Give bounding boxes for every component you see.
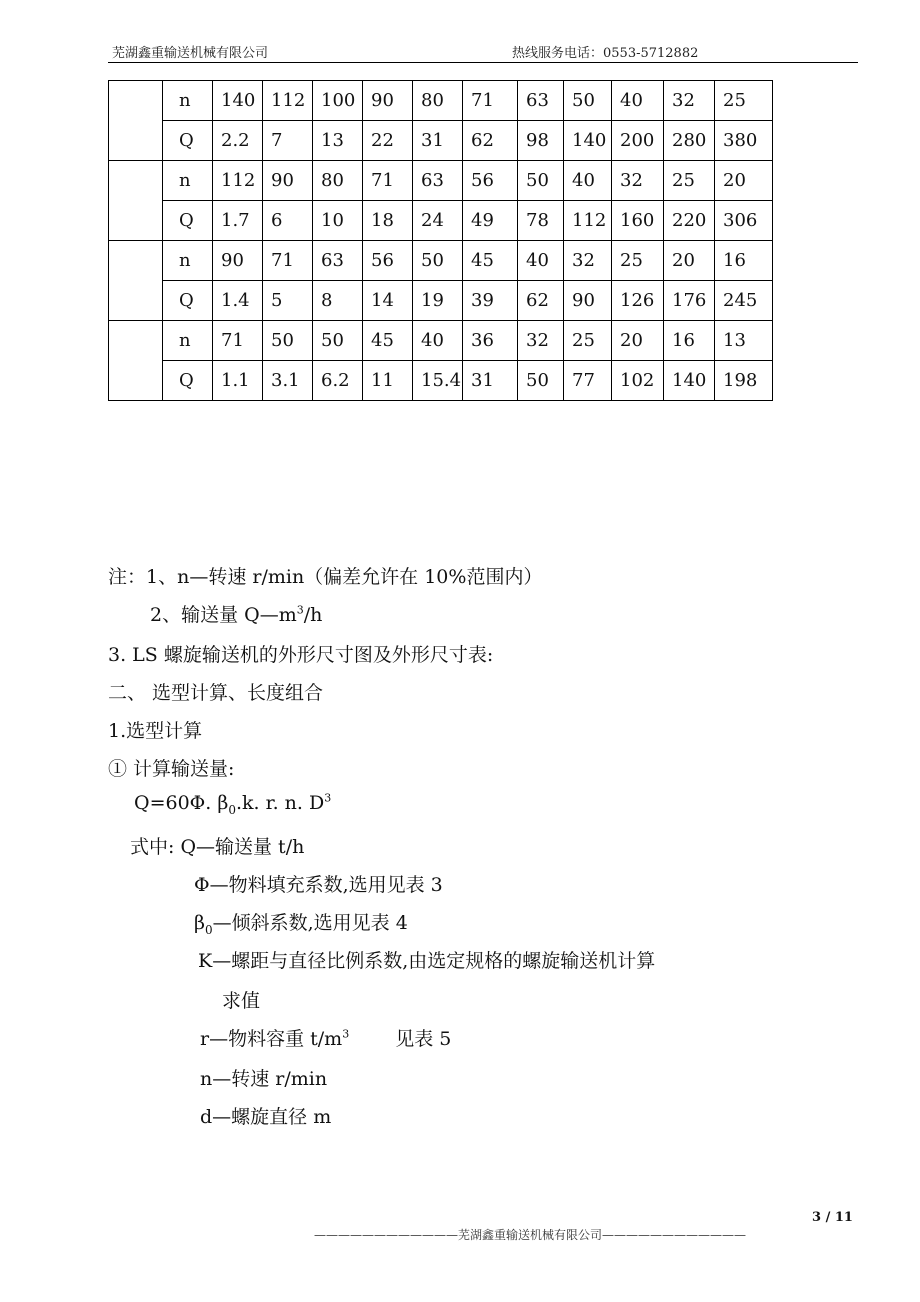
- table-cell: 16: [664, 321, 715, 361]
- table-cell: 18: [363, 201, 413, 241]
- table-cell: 200: [612, 121, 664, 161]
- subsection-1-heading: 1.选型计算: [108, 720, 203, 742]
- table-cell: 50: [313, 321, 363, 361]
- table-cell: 71: [363, 161, 413, 201]
- table-cell: 198: [715, 361, 773, 401]
- table-row: [109, 361, 773, 401]
- table-cell: 20: [715, 161, 773, 201]
- table-cell: 112: [564, 201, 612, 241]
- table-row: [109, 121, 773, 161]
- table-cell: 280: [664, 121, 715, 161]
- table-cell: 40: [413, 321, 463, 361]
- table-cell: 25: [715, 81, 773, 121]
- table-cell: 50: [564, 81, 612, 121]
- table-cell: 45: [363, 321, 413, 361]
- table-cell: 13: [313, 121, 363, 161]
- calc-heading: ① 计算输送量:: [108, 758, 235, 780]
- table-row: [109, 281, 773, 321]
- table-cell: 306: [715, 201, 773, 241]
- row-label: Q: [163, 121, 213, 161]
- header-divider: [108, 62, 858, 63]
- table-cell: 90: [363, 81, 413, 121]
- table-cell: 50: [263, 321, 313, 361]
- speed-capacity-table: [108, 80, 773, 401]
- table-cell: 39: [463, 281, 518, 321]
- table-cell: 40: [564, 161, 612, 201]
- row-label: Q: [163, 361, 213, 401]
- table-cell: 49: [463, 201, 518, 241]
- row-label: n: [163, 81, 213, 121]
- row-label: n: [163, 161, 213, 201]
- table-cell: 1.1: [213, 361, 263, 401]
- table-cell: 25: [612, 241, 664, 281]
- n-line: n—转速 r/min: [200, 1068, 328, 1090]
- table-cell: 24: [413, 201, 463, 241]
- table-cell: 32: [612, 161, 664, 201]
- table-cell: 56: [463, 161, 518, 201]
- table-cell: 5: [263, 281, 313, 321]
- where-line: 式中: Q—输送量 t/h: [130, 836, 305, 858]
- group-label-cell: [109, 321, 163, 401]
- formula: Q=60Φ. $\beta_0.k$. r. n. $D^3$: [134, 791, 332, 817]
- table-cell: 31: [463, 361, 518, 401]
- table-cell: 90: [263, 161, 313, 201]
- table-cell: 32: [564, 241, 612, 281]
- row-label: n: [163, 241, 213, 281]
- table-cell: 19: [413, 281, 463, 321]
- k-line-2: 求值: [222, 990, 261, 1012]
- table-cell: 112: [213, 161, 263, 201]
- group-label-cell: [109, 81, 163, 161]
- table-cell: 62: [518, 281, 564, 321]
- table-cell: 71: [263, 241, 313, 281]
- table-cell: 11: [363, 361, 413, 401]
- table-cell: 14: [363, 281, 413, 321]
- table-cell: 6.2: [313, 361, 363, 401]
- table-cell: 50: [518, 161, 564, 201]
- table-cell: 56: [363, 241, 413, 281]
- table-cell: 140: [213, 81, 263, 121]
- table-cell: 380: [715, 121, 773, 161]
- table-cell: 1.4: [213, 281, 263, 321]
- table-cell: 100: [313, 81, 363, 121]
- section-2-heading: 二、 选型计算、长度组合: [108, 682, 324, 704]
- table-cell: 63: [518, 81, 564, 121]
- table-cell: 62: [463, 121, 518, 161]
- table-cell: 16: [715, 241, 773, 281]
- table-cell: 63: [413, 161, 463, 201]
- table-cell: 80: [413, 81, 463, 121]
- table-cell: 32: [518, 321, 564, 361]
- section-3-heading: 3. LS 螺旋输送机的外形尺寸图及外形尺寸表:: [108, 644, 494, 666]
- header-hotline: 热线服务电话：0553-5712882: [512, 46, 699, 61]
- group-label-cell: [109, 161, 163, 241]
- table-cell: 245: [715, 281, 773, 321]
- table-cell: 45: [463, 241, 518, 281]
- table-row: [109, 241, 773, 281]
- table-cell: 32: [664, 81, 715, 121]
- group-label-cell: [109, 241, 163, 321]
- table-cell: 40: [612, 81, 664, 121]
- table-row: [109, 161, 773, 201]
- table-cell: 36: [463, 321, 518, 361]
- d-line: d—螺旋直径 m: [200, 1106, 332, 1128]
- row-label: n: [163, 321, 213, 361]
- phi-line: Φ—物料填充系数,选用见表 3: [194, 874, 443, 896]
- table-cell: 15.4: [413, 361, 463, 401]
- table-cell: 140: [564, 121, 612, 161]
- beta-line: $\beta_0—$倾斜系数,选用见表 4: [194, 912, 408, 937]
- table-cell: 71: [213, 321, 263, 361]
- r-line: r—物料容重 $t/m^3$ 见表 5: [200, 1027, 452, 1050]
- footer-company: ————————————芜湖鑫重输送机械有限公司————————————: [314, 1228, 747, 1242]
- table-cell: 63: [313, 241, 363, 281]
- table-cell: 6: [263, 201, 313, 241]
- table-cell: 50: [518, 361, 564, 401]
- table-cell: 71: [463, 81, 518, 121]
- table-cell: 40: [518, 241, 564, 281]
- table-cell: 80: [313, 161, 363, 201]
- table-cell: 77: [564, 361, 612, 401]
- table-cell: 20: [612, 321, 664, 361]
- table-cell: 25: [564, 321, 612, 361]
- table-cell: 176: [664, 281, 715, 321]
- table-cell: 22: [363, 121, 413, 161]
- header-company: 芜湖鑫重输送机械有限公司: [112, 46, 269, 61]
- table-cell: 7: [263, 121, 313, 161]
- table-cell: 13: [715, 321, 773, 361]
- note-2: 2、输送量 $Q—m^3/h$: [150, 603, 323, 626]
- table-cell: 8: [313, 281, 363, 321]
- table-cell: 160: [612, 201, 664, 241]
- table-cell: 126: [612, 281, 664, 321]
- table-cell: 25: [664, 161, 715, 201]
- table-cell: 90: [213, 241, 263, 281]
- k-line-1: K—螺距与直径比例系数,由选定规格的螺旋输送机计算: [198, 950, 656, 972]
- table-cell: 31: [413, 121, 463, 161]
- row-label: Q: [163, 201, 213, 241]
- table-cell: 3.1: [263, 361, 313, 401]
- note-1: 注：1、n—转速 r/min（偏差允许在 10%范围内）: [108, 566, 543, 588]
- table-cell: 1.7: [213, 201, 263, 241]
- table-row: [109, 201, 773, 241]
- table-cell: 220: [664, 201, 715, 241]
- table-cell: 20: [664, 241, 715, 281]
- table-cell: 98: [518, 121, 564, 161]
- page-number: 3 / 11: [812, 1210, 853, 1225]
- table-cell: 112: [263, 81, 313, 121]
- table-row: [109, 321, 773, 361]
- table-cell: 50: [413, 241, 463, 281]
- table-cell: 90: [564, 281, 612, 321]
- table-cell: 78: [518, 201, 564, 241]
- row-label: Q: [163, 281, 213, 321]
- table-cell: 2.2: [213, 121, 263, 161]
- table-cell: 102: [612, 361, 664, 401]
- table-row: [109, 81, 773, 121]
- table-cell: 140: [664, 361, 715, 401]
- table-cell: 10: [313, 201, 363, 241]
